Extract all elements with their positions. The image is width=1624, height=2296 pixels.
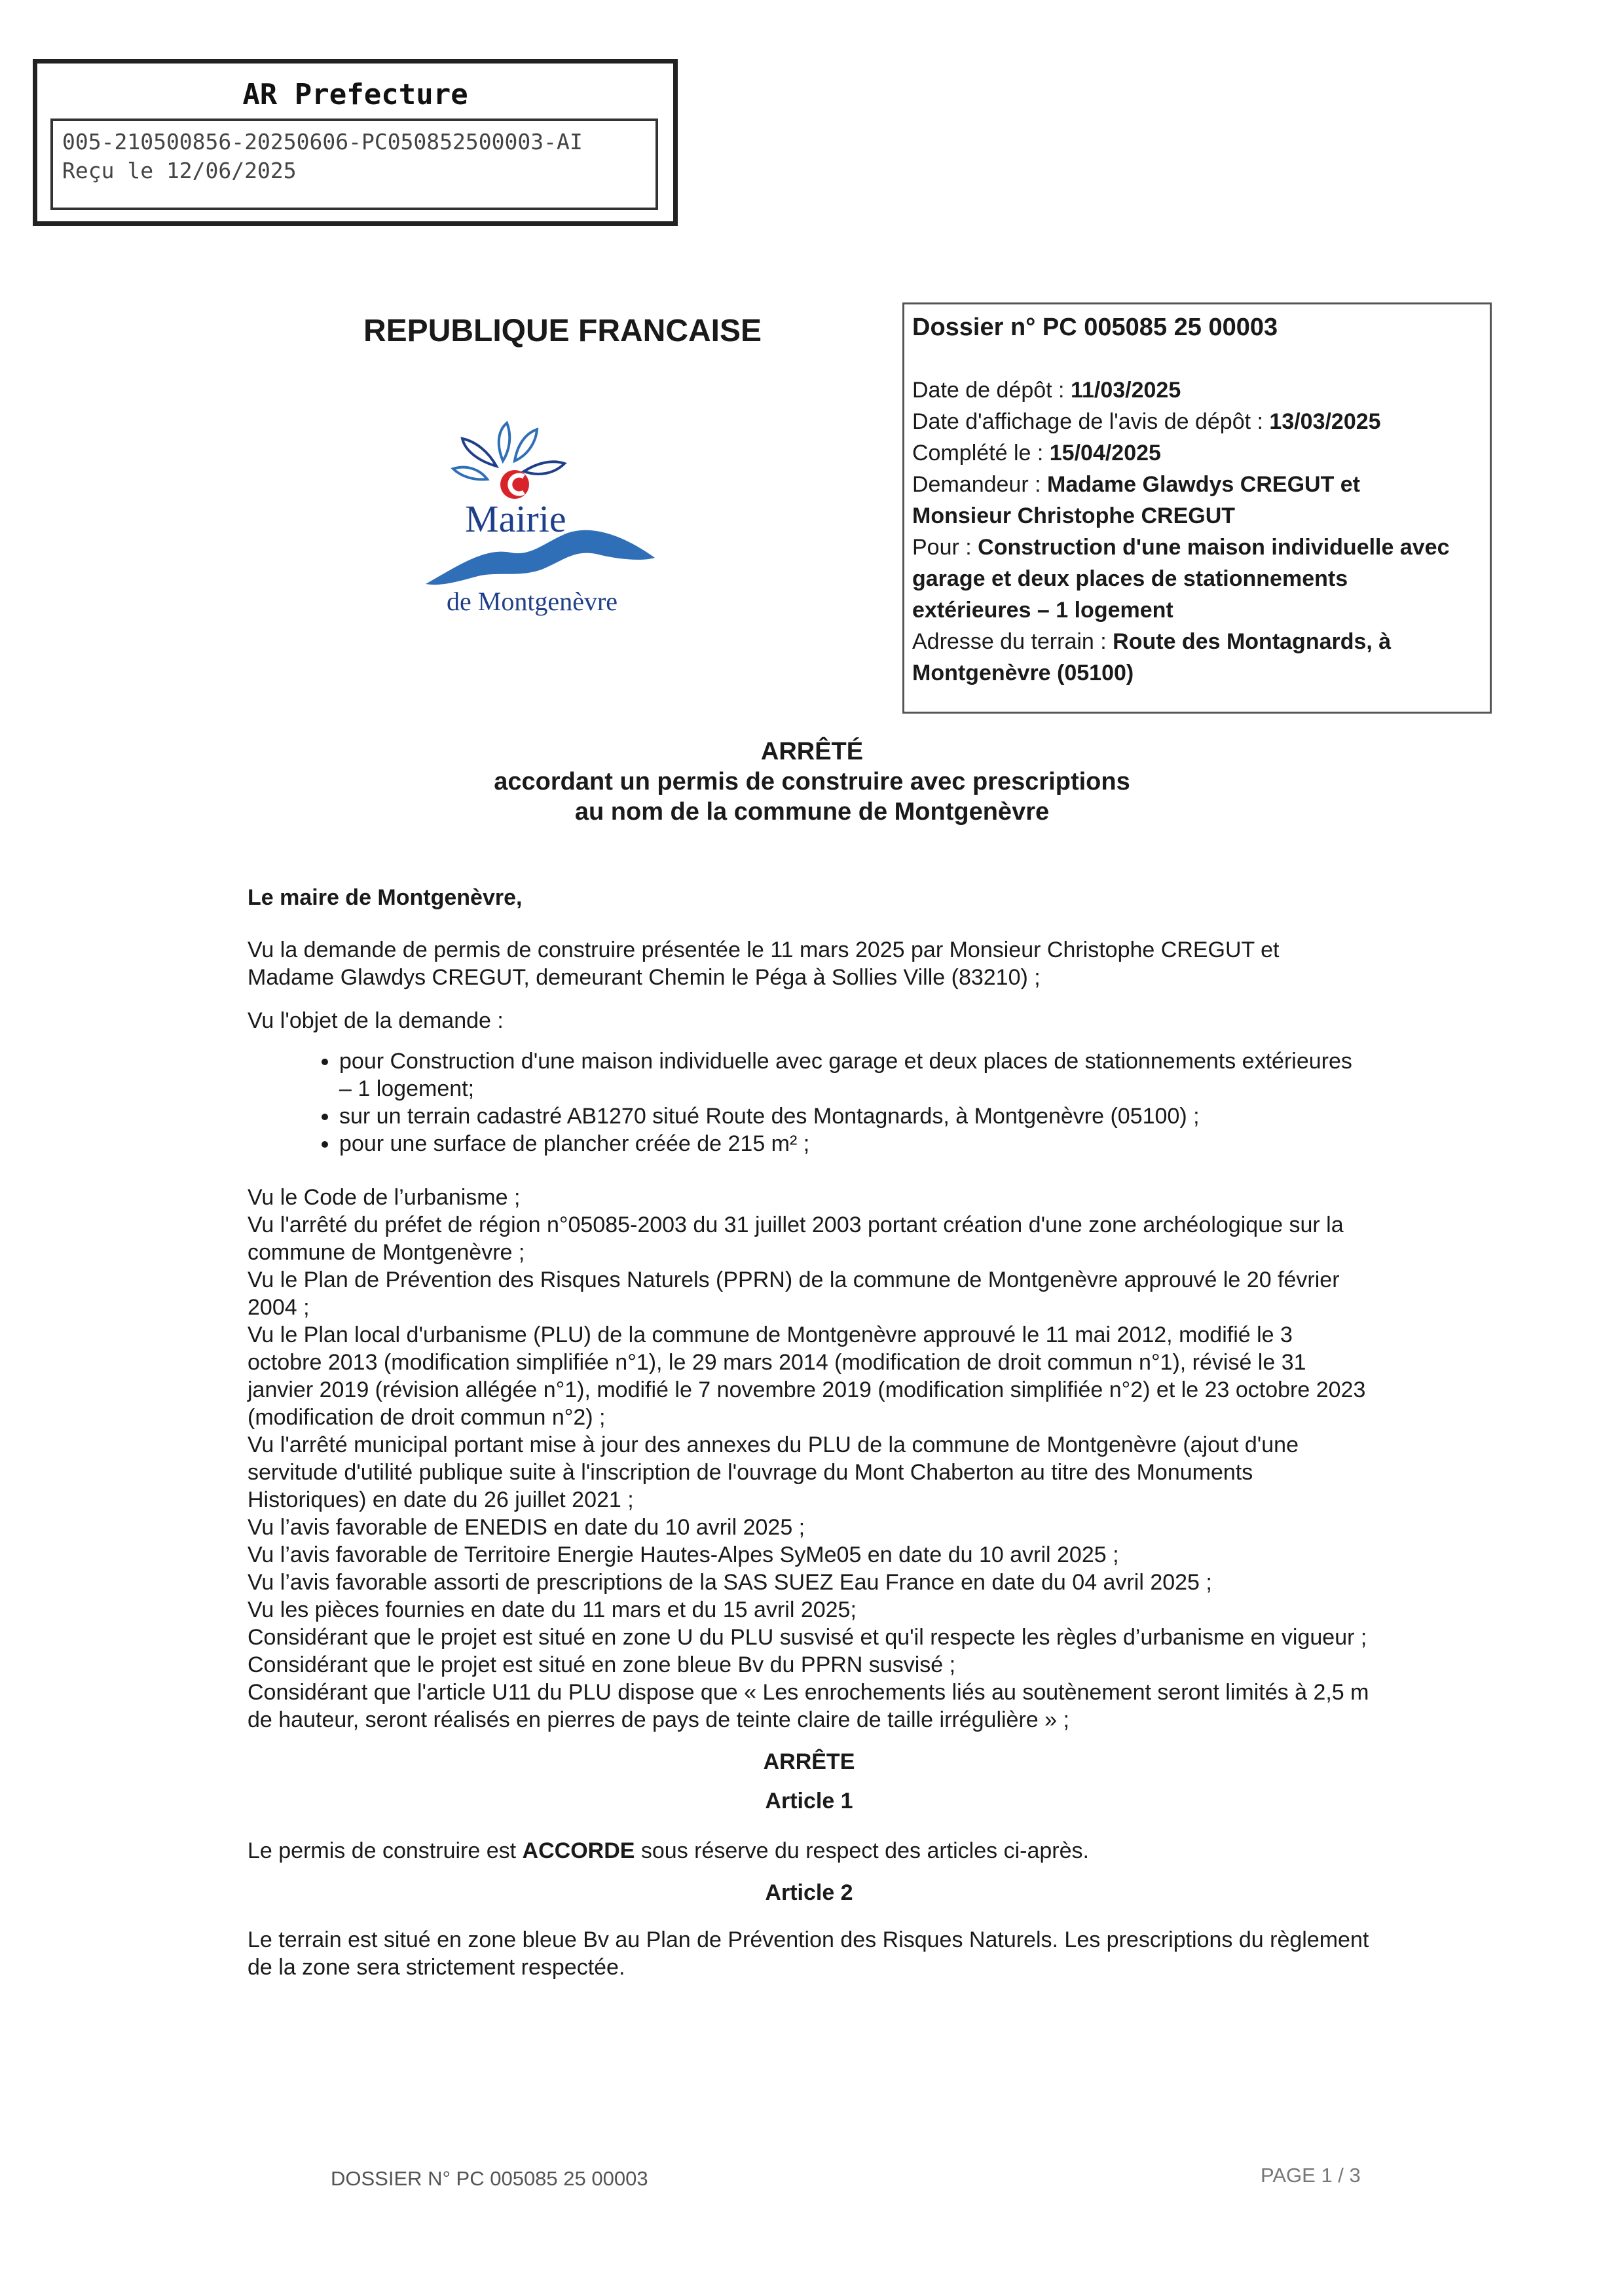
vu-item: Vu l’avis favorable assorti de prescriptions de la SAS SUEZ Eau France en date du 04 avril 2025 ;: [248, 1570, 1212, 1595]
vu-item: Vu l'arrêté du préfet de région n°05085-2003 du 31 juillet 2003 portant création d'une zone archéologique sur la commune de Montgenèvre ;: [248, 1212, 1344, 1265]
considerant-item: Considérant que l'article U11 du PLU dispose que « Les enrochements liés au soutènement seront limités à 2,5 m de hauteur, seront réalisés en pierres de pays de teinte claire de taille irrégulière » ;: [248, 1680, 1369, 1732]
vu-list: [248, 1184, 1371, 1734]
stamp-details: [50, 118, 658, 210]
pour-value-2: garage et deux places de stationnements: [912, 566, 1348, 591]
document-body: [248, 884, 1371, 1981]
considerant-item: Considérant que le projet est situé en zone U du PLU susvisé et qu'il respecte les règles d’urbanisme en vigueur ;: [248, 1625, 1367, 1650]
article-1-title: Article 1: [765, 1789, 853, 1813]
arrete-subtitle-2: au nom de la commune de Montgenèvre: [574, 798, 1050, 826]
demandeur: [912, 469, 1482, 500]
mairie-logo: [419, 419, 681, 622]
dossier-number: Dossier n° PC 005085 25 00003: [912, 314, 1278, 341]
date-depot-value: 11/03/2025: [1070, 378, 1181, 403]
stamp-reference: 005-210500856-20250606-PC050852500003-AI: [62, 129, 583, 155]
vu-item: Vu le Plan de Prévention des Risques Naturels (PPRN) de la commune de Montgenèvre approuvé le 20 février 2004 ;: [248, 1267, 1340, 1320]
vu-item: Vu le Code de l’urbanisme ;: [248, 1185, 521, 1210]
stamp-title: AR Prefecture: [242, 78, 468, 111]
article-1-post: sous réserve du respect des articles ci-après.: [635, 1838, 1089, 1863]
article-2-text: Le terrain est situé en zone bleue Bv au Plan de Prévention des Risques Naturels. Les prescriptions du règlement de la zone sera strictement respectée.: [248, 1927, 1369, 1980]
vu-item: Vu le Plan local d'urbanisme (PLU) de la commune de Montgenèvre approuvé le 11 mai 2012, modifié le 3 octobre 2013 (modification simplifiée n°1), le 29 mars 2014 (modification de droit commun n°1), révisé le 31 janvier 2019 (révision allégée n°1), modifié le 7 novembre 2019 (modification simplifiée n°2) et le 23 octobre 2023 (modification de droit commun n°2) ;: [248, 1322, 1366, 1430]
objet-intro: Vu l'objet de la demande :: [248, 1008, 504, 1033]
arrete-label: ARRÊTE: [763, 1749, 855, 1774]
demandeur-value-1: Madame Glawdys CREGUT et: [1047, 472, 1361, 497]
demandeur-value-2: Monsieur Christophe CREGUT: [912, 503, 1236, 528]
article-1-accorde: ACCORDE: [522, 1838, 635, 1863]
adresse-label: Adresse du terrain :: [912, 629, 1113, 654]
date-affichage-label: Date d'affichage de l'avis de dépôt :: [912, 409, 1270, 434]
pour-label: Pour :: [912, 535, 978, 560]
arrete-heading: [0, 737, 1624, 827]
stamp-received-date: Reçu le 12/06/2025: [62, 158, 297, 183]
date-affichage-value: 13/03/2025: [1269, 409, 1381, 434]
adresse: [912, 626, 1482, 657]
objet-item: • pour une surface de plancher créée de 215 m² ;: [339, 1130, 1371, 1157]
vu-item: Vu l’avis favorable de Territoire Energie Hautes-Alpes SyMe05 en date du 10 avril 2025 ;: [248, 1542, 1119, 1567]
vu-demande: Vu la demande de permis de construire présentée le 11 mars 2025 par Monsieur Christophe CREGUT et Madame Glawdys CREGUT, demeurant Chemin le Péga à Sollies Ville (83210) ;: [248, 938, 1280, 990]
adresse-value-2: Montgenèvre (05100): [912, 661, 1134, 685]
date-complete-value: 15/04/2025: [1049, 441, 1161, 465]
vu-item: Vu les pièces fournies en date du 11 mars et du 15 avril 2025;: [248, 1597, 857, 1622]
pour-value-3: extérieures – 1 logement: [912, 598, 1173, 623]
demandeur-label: Demandeur :: [912, 472, 1047, 497]
dossier-details: [912, 374, 1482, 689]
ar-prefecture-stamp: [33, 59, 678, 226]
objet-item: • sur un terrain cadastré AB1270 situé Route des Montagnards, à Montgenèvre (05100) ;: [339, 1102, 1371, 1130]
mayor-line: Le maire de Montgenèvre,: [248, 885, 523, 910]
pour-value-1: Construction d'une maison individuelle avec: [978, 535, 1450, 560]
article-1-text: [248, 1837, 1371, 1865]
vu-item: Vu l’avis favorable de ENEDIS en date du 10 avril 2025 ;: [248, 1515, 805, 1540]
footer-page-number: PAGE 1 / 3: [1261, 2164, 1361, 2187]
footer-dossier: DOSSIER N° PC 005085 25 00003: [331, 2167, 648, 2190]
arrete-subtitle-1: accordant un permis de construire avec prescriptions: [494, 768, 1130, 795]
snowflake-icon: [453, 423, 564, 479]
article-2-title: Article 2: [765, 1880, 853, 1905]
article-1-pre: Le permis de construire est: [248, 1838, 523, 1863]
date-affichage: [912, 406, 1482, 437]
dossier-info-box: [902, 302, 1492, 714]
adresse-value-1: Route des Montagnards, à: [1113, 629, 1392, 654]
vu-item: Vu l'arrêté municipal portant mise à jour des annexes du PLU de la commune de Montgenèvre (ajout d'une servitude d'utilité publique suite à l'inscription de l'ouvrage du Mont Chaberton au titre des Monuments Historiques) en date du 26 juillet 2021 ;: [248, 1432, 1299, 1512]
republique-title: REPUBLIQUE FRANCAISE: [363, 314, 762, 348]
arrete-title: ARRÊTÉ: [760, 738, 864, 765]
date-complete: [912, 437, 1482, 469]
pour: [912, 532, 1482, 563]
objet-item: • pour Construction d'une maison individuelle avec garage et deux places de stationnements extérieures – 1 logement;: [339, 1048, 1371, 1102]
logo-mairie-text: Mairie: [465, 498, 566, 540]
logo-montgenevre-text: de Montgenèvre: [447, 587, 618, 616]
considerant-item: Considérant que le projet est situé en zone bleue Bv du PPRN susvisé ;: [248, 1652, 956, 1677]
date-depot: [912, 374, 1482, 406]
date-depot-label: Date de dépôt :: [912, 378, 1071, 403]
date-complete-label: Complété le :: [912, 441, 1050, 465]
objet-list: [248, 1048, 1371, 1157]
